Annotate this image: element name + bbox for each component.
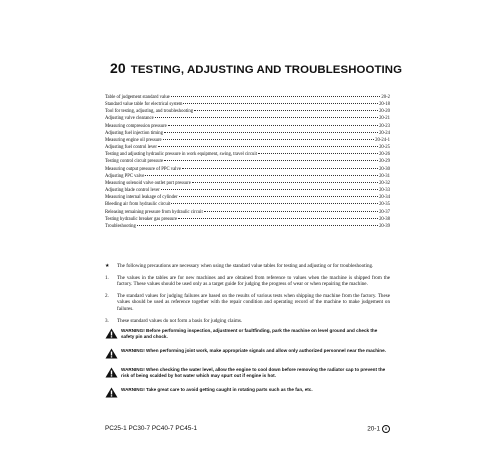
toc-entry[interactable] bbox=[105, 151, 390, 158]
toc-entry[interactable] bbox=[105, 216, 390, 223]
note-marker: 1. bbox=[105, 274, 109, 281]
warning-item bbox=[105, 348, 390, 359]
toc-entry[interactable] bbox=[105, 108, 390, 115]
warning-text: WARNING! When checking the water level, allow the engine to cool down before removing the radiator cap to prevent the risk of being scalded by hot water which may spurt out if engine is hot. bbox=[121, 367, 386, 378]
note-text: The following precautions are necessary when using the standard value tables for testing and adjusting or for troubleshooting. bbox=[117, 263, 374, 269]
note-marker: ★ bbox=[105, 263, 110, 269]
toc-entry-label: Table of judgement standard value bbox=[105, 95, 170, 100]
note-text: The standard values for judging failures are based on the results of various tests when shipping the machine from the factory. These values should be used as reference together with the repair condition and operating record of the machine to make judgement on failures. bbox=[117, 292, 390, 312]
toc-entry-page: 20-26 bbox=[379, 152, 390, 158]
toc-entry[interactable] bbox=[105, 209, 390, 216]
toc-entry[interactable] bbox=[105, 115, 390, 122]
toc-entry-label: Testing hydraulic breaker gas pressure bbox=[105, 216, 178, 222]
toc-entry[interactable] bbox=[105, 223, 390, 230]
toc-entry-label: Adjusting fuel control lever bbox=[105, 145, 157, 151]
toc-entry-label: Troubleshooting bbox=[105, 223, 136, 229]
toc-leader-dots bbox=[171, 203, 378, 204]
toc-entry[interactable] bbox=[105, 180, 390, 187]
toc-entry[interactable] bbox=[105, 123, 390, 130]
warning-triangle-icon bbox=[105, 328, 118, 339]
toc-entry[interactable] bbox=[105, 94, 390, 101]
toc-entry-page: 20-34 bbox=[379, 195, 390, 201]
toc-leader-dots bbox=[145, 175, 378, 176]
note-text: The values in the tables are for new machines and are obtained from reference to values when the machine is shipped from the factory. These values should be used only as a target guide for judging the progress of wear or when repairing the machine. bbox=[117, 274, 390, 288]
toc-entry-label: Adjusting blade control lever bbox=[105, 188, 160, 194]
section-title bbox=[110, 60, 450, 76]
toc-leader-dots bbox=[155, 117, 378, 118]
toc-entry-label: Adjusting PPC valve bbox=[105, 173, 145, 179]
toc-leader-dots bbox=[168, 125, 378, 126]
note-marker: 3. bbox=[105, 317, 109, 324]
warning-item bbox=[105, 387, 390, 398]
toc-entry[interactable] bbox=[105, 130, 390, 137]
warning-triangle-icon bbox=[105, 367, 118, 378]
toc-entry-label: Adjusting fuel injection timing bbox=[105, 130, 163, 136]
toc-entry-page: 20-32 bbox=[379, 180, 390, 186]
toc-leader-dots bbox=[183, 103, 378, 104]
precaution-notes bbox=[105, 263, 390, 329]
toc-entry-page: 20-20 bbox=[379, 109, 390, 115]
warning-text: WARNING! When performing joint work, make appropriate signals and allow only authorized personnel near the machine. bbox=[121, 348, 386, 353]
toc-leader-dots bbox=[161, 189, 378, 190]
note-item bbox=[105, 275, 390, 288]
toc-entry-page: 20-24 bbox=[379, 130, 390, 136]
toc-entry[interactable] bbox=[105, 201, 390, 208]
note-item bbox=[105, 293, 390, 313]
toc-entry[interactable] bbox=[105, 144, 390, 151]
warning-text: WARNING! Take great care to avoid getting caught in rotating parts such as the fan, etc. bbox=[121, 387, 313, 392]
toc-entry[interactable] bbox=[105, 137, 390, 144]
toc-leader-dots bbox=[163, 139, 375, 140]
table-of-contents bbox=[105, 94, 390, 230]
section-number: 20 bbox=[110, 60, 126, 76]
toc-entry-page: 20-33 bbox=[379, 188, 390, 194]
toc-entry[interactable] bbox=[105, 173, 390, 180]
toc-leader-dots bbox=[194, 110, 378, 111]
toc-entry[interactable] bbox=[105, 194, 390, 201]
toc-entry-label: Adjusting valve clearance bbox=[105, 116, 154, 122]
toc-entry[interactable] bbox=[105, 166, 390, 173]
warning-item bbox=[105, 367, 390, 379]
toc-entry-label: Releasing remaining pressure from hydraulic circuit bbox=[105, 209, 203, 215]
toc-leader-dots bbox=[137, 225, 378, 226]
toc-entry-label: Measuring compression pressure bbox=[105, 123, 167, 129]
toc-entry-page: 20-23 bbox=[379, 123, 390, 129]
toc-leader-dots bbox=[179, 196, 378, 197]
warning-item bbox=[105, 328, 390, 340]
toc-entry-label: Measuring output pressure of PPC valve bbox=[105, 166, 181, 172]
warning-triangle-icon bbox=[105, 387, 118, 398]
toc-leader-dots bbox=[192, 182, 378, 183]
toc-leader-dots bbox=[204, 211, 378, 212]
note-text: These standard values do not form a basis for judging claims. bbox=[117, 317, 243, 324]
toc-leader-dots bbox=[158, 146, 378, 147]
section-title-text: TESTING, ADJUSTING AND TROUBLESHOOTING bbox=[130, 64, 403, 76]
toc-entry-page: 20-31 bbox=[379, 173, 390, 179]
toc-entry-label: Measuring solenoid valve outlet port pressure bbox=[105, 180, 191, 186]
toc-entry-page: 20-30 bbox=[379, 166, 390, 172]
note-item bbox=[105, 318, 390, 325]
note-marker: 2. bbox=[105, 292, 109, 299]
warning-text: WARNING! Before performing inspection, adjustment or faultfinding, park the machine on level ground and check the safety pin and chock. bbox=[121, 328, 378, 339]
toc-entry-label: Tool for testing, adjusting, and troubleshooting bbox=[105, 109, 194, 115]
toc-entry-page: 20-38 bbox=[379, 216, 390, 222]
toc-entry-page: 20-24-1 bbox=[375, 137, 390, 143]
toc-entry[interactable] bbox=[105, 158, 390, 165]
footer-models: PC25-1 PC30-7 PC40-7 PC45-1 bbox=[105, 425, 197, 432]
revision-mark: 8 bbox=[382, 425, 390, 433]
footer-page-number bbox=[367, 425, 390, 433]
toc-entry-label: Testing and adjusting hydraulic pressure in work equipment, swing, travel circuit bbox=[105, 152, 257, 158]
page-number-text: 20-1 bbox=[367, 425, 380, 433]
warning-triangle-icon bbox=[105, 348, 118, 359]
toc-entry-page: 20-21 bbox=[379, 116, 390, 122]
toc-leader-dots bbox=[171, 96, 381, 97]
note-item bbox=[105, 263, 390, 270]
toc-entry[interactable] bbox=[105, 187, 390, 194]
toc-entry-label: Standard value table for electrical system bbox=[105, 102, 183, 108]
toc-entry[interactable] bbox=[105, 101, 390, 108]
toc-entry-page: 20-29 bbox=[379, 159, 390, 165]
toc-entry-label: Bleeding air from hydraulic circuit bbox=[105, 202, 171, 208]
toc-leader-dots bbox=[182, 168, 378, 169]
toc-entry-page: 20-18 bbox=[379, 102, 390, 108]
toc-entry-page: 20-2 bbox=[381, 95, 390, 100]
toc-entry-page: 20-35 bbox=[379, 202, 390, 208]
toc-leader-dots bbox=[178, 218, 378, 219]
toc-entry-page: 20-39 bbox=[379, 223, 390, 229]
toc-leader-dots bbox=[258, 153, 378, 154]
toc-entry-label: Measuring internal leakage of cylinder bbox=[105, 195, 178, 201]
toc-leader-dots bbox=[164, 160, 378, 161]
toc-entry-page: 20-25 bbox=[379, 145, 390, 151]
warning-list bbox=[105, 328, 390, 406]
toc-entry-page: 20-37 bbox=[379, 209, 390, 215]
toc-leader-dots bbox=[164, 132, 378, 133]
toc-entry-label: Testing control circuit pressure bbox=[105, 159, 164, 165]
toc-entry-label: Measuring engine oil pressure bbox=[105, 137, 162, 143]
